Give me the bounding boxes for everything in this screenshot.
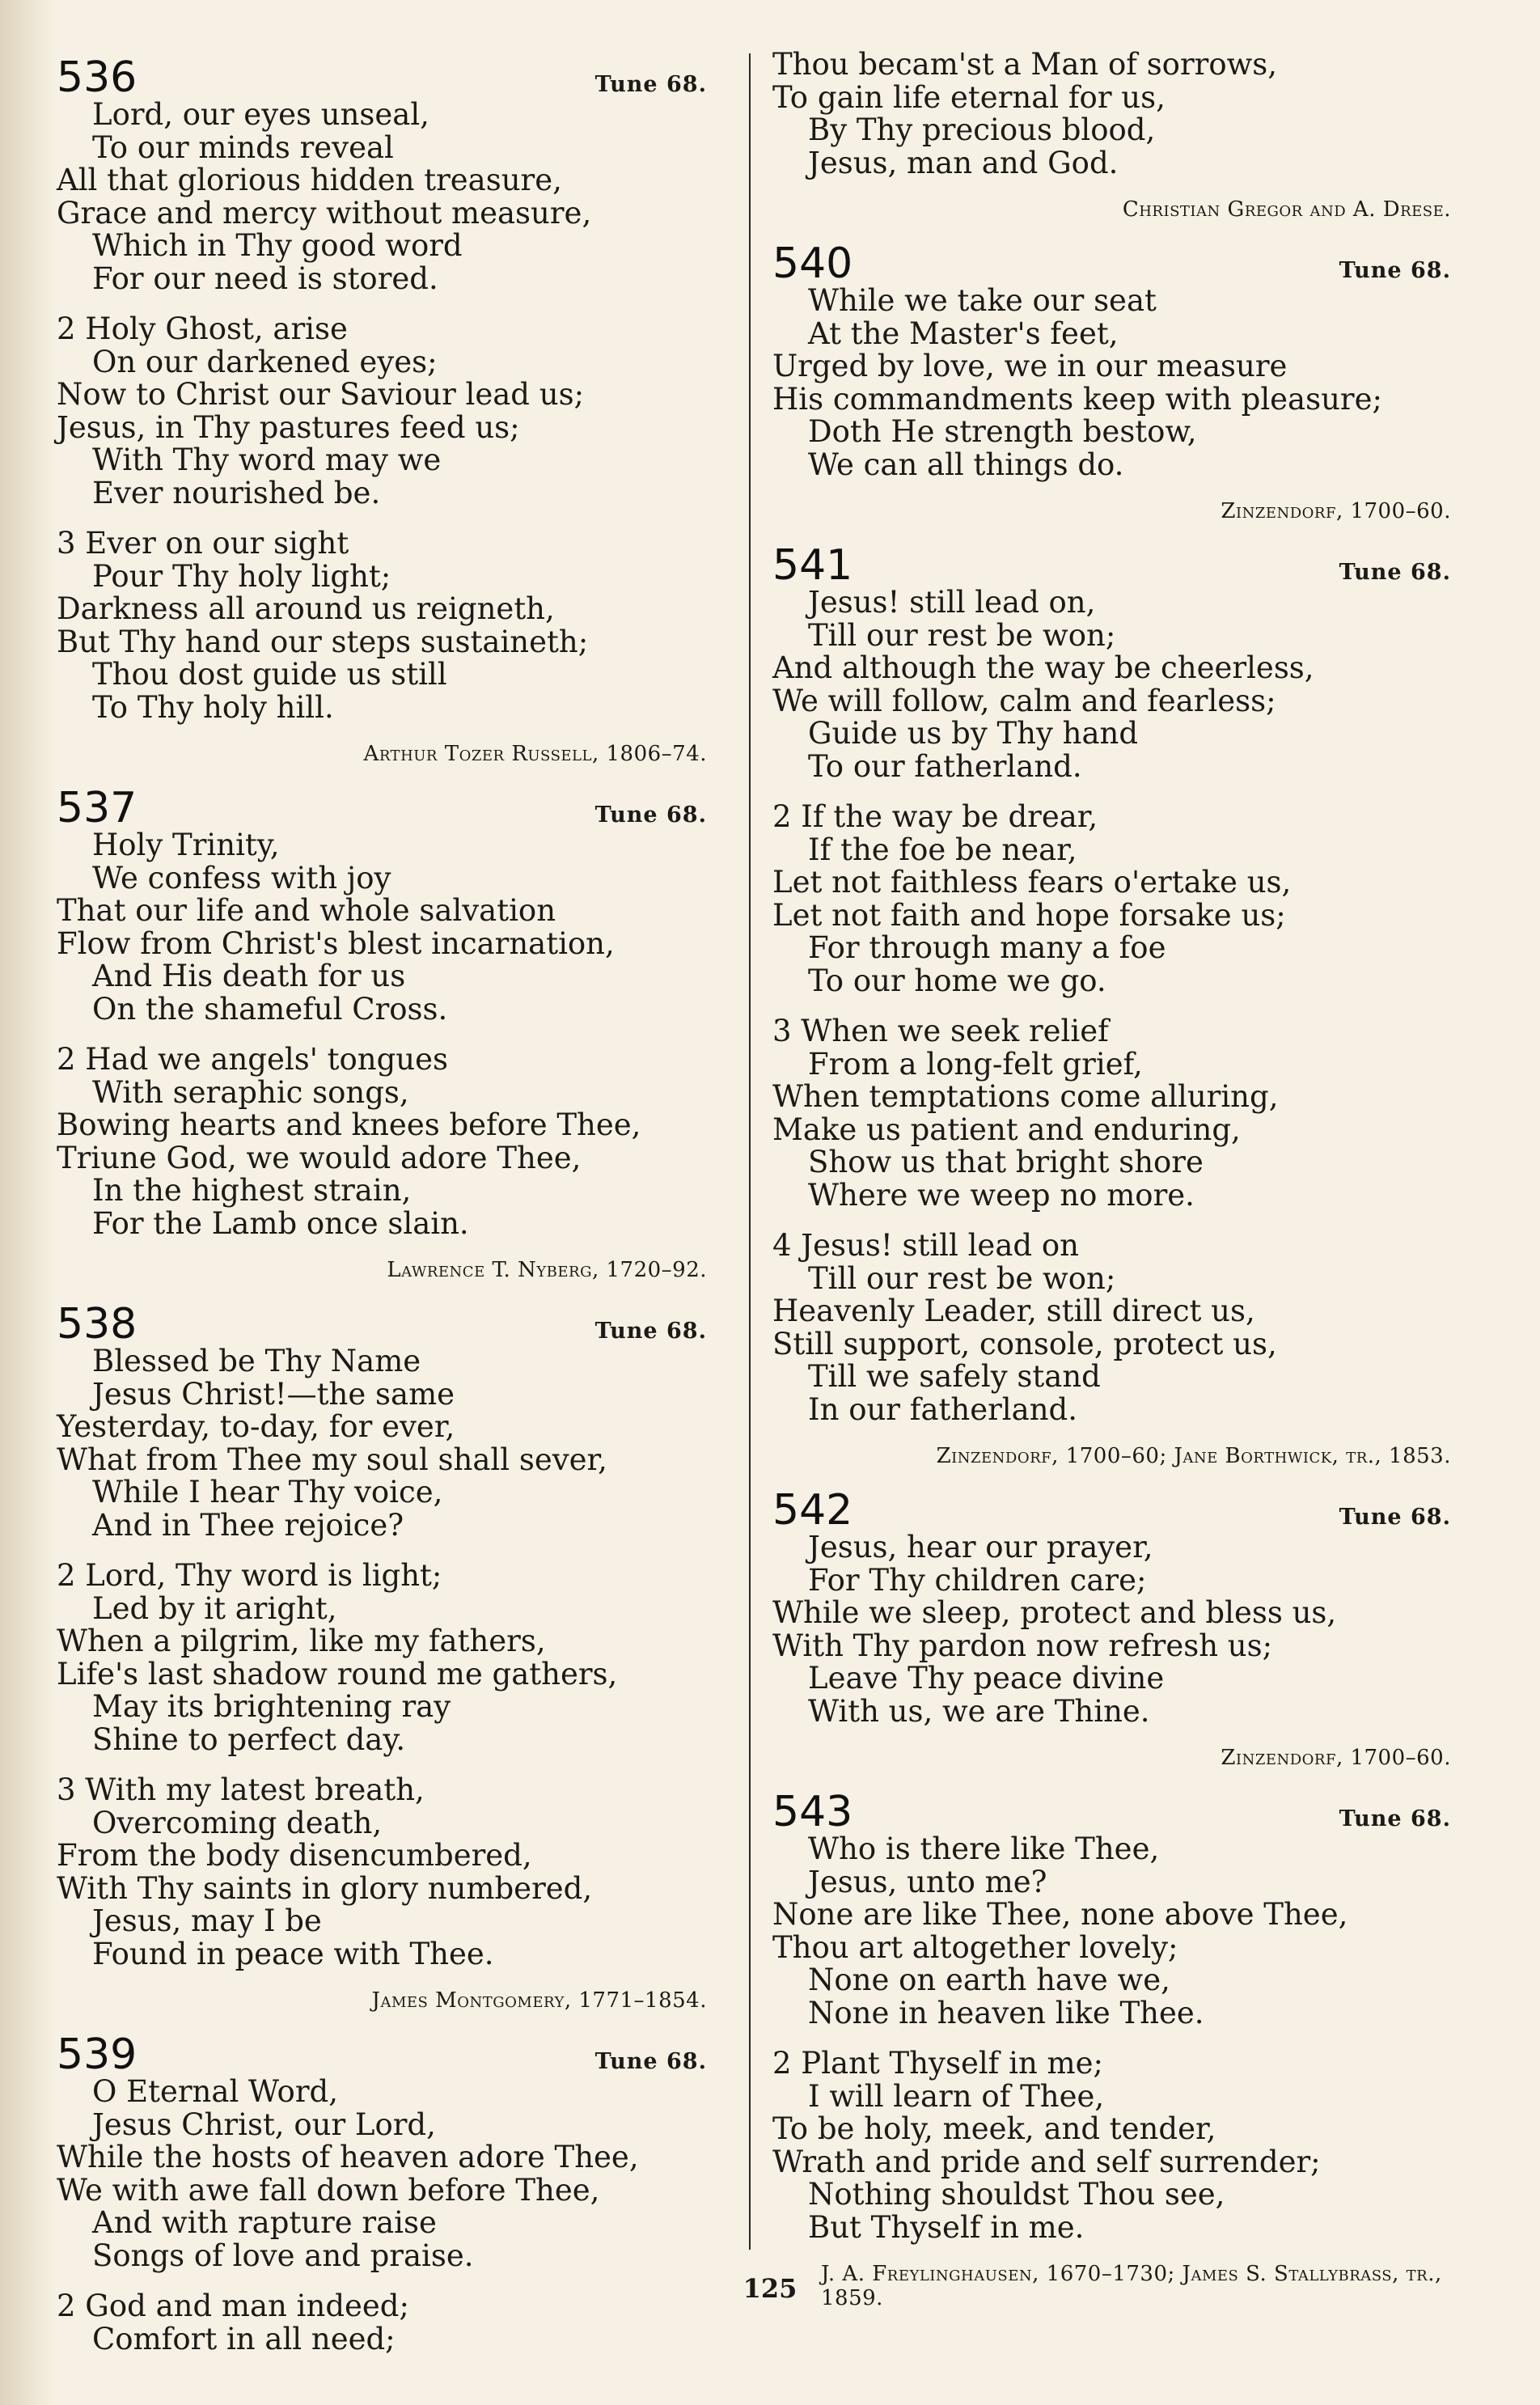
hymn-author: James Montgomery, 1771–1854. — [371, 1988, 707, 2013]
hymn-line: In our fatherland. — [808, 1391, 1077, 1427]
hymn-line: Wrath and pride and self surrender; — [772, 2144, 1321, 2179]
hymn-line: And with rapture raise — [92, 2205, 437, 2240]
hymn-line: 2 Plant Thyself in me; — [772, 2046, 1104, 2081]
hymn-line: Who is there like Thee, — [808, 1831, 1160, 1866]
stanza — [772, 49, 1464, 180]
hymn-line: While we take our seat — [808, 283, 1157, 318]
hymn-header — [772, 1783, 1464, 1836]
hymn-line: Jesus Christ, our Lord, — [92, 2106, 436, 2142]
hymn-header — [57, 1295, 720, 1349]
stanza — [57, 99, 720, 295]
hymn-line: If the foe be near, — [808, 832, 1077, 867]
stanza — [772, 2047, 1464, 2244]
hymn-line: Where we weep no more. — [808, 1177, 1195, 1213]
page-edge-shading — [0, 0, 57, 2405]
hymn-line: And although the way be cheerless, — [772, 650, 1314, 685]
tune-label: Tune 68. — [594, 802, 707, 828]
tune-label: Tune 68. — [594, 1319, 707, 1344]
hymn-line: Comfort in all need; — [92, 2321, 396, 2356]
hymn-line: Flow from Christ's blest incarnation, — [57, 925, 615, 961]
hymn-line: Thou art altogether lovely; — [772, 1929, 1178, 1965]
hymn-line: Jesus! still lead on, — [808, 585, 1096, 620]
hymn-line: For the Lamb once slain. — [92, 1205, 469, 1241]
hymn-number: 541 — [772, 541, 853, 590]
hymn-line: Urged by love, we in our measure — [772, 349, 1288, 383]
hymn-line: Till our rest be won; — [808, 617, 1116, 653]
hymn-line: 2 Holy Ghost, arise — [57, 311, 348, 346]
hymn-line: 3 When we seek relief — [772, 1014, 1109, 1048]
hymn-line: On the shameful Cross. — [92, 991, 448, 1027]
hymn-536 — [57, 49, 720, 766]
hymn-line: Thou becam'st a Man of sorrows, — [772, 47, 1278, 82]
hymn-header — [57, 49, 720, 102]
tune-label: Tune 68. — [1339, 1806, 1451, 1831]
left-column — [57, 49, 720, 2369]
hymn-line: We confess with joy — [92, 860, 391, 896]
hymn-header — [772, 1481, 1464, 1535]
hymn-line: To be holy, meek, and tender, — [772, 2111, 1216, 2146]
hymn-line: And in Thee rejoice? — [92, 1507, 404, 1543]
hymn-line: On our darkened eyes; — [92, 344, 438, 379]
hymn-line: With us, we are Thine. — [808, 1693, 1150, 1729]
hymn-line: At the Master's feet, — [808, 315, 1119, 351]
hymn-line: To our home we go. — [808, 963, 1106, 998]
hymn-line: To our minds reveal — [92, 129, 394, 165]
hymn-line: From a long-felt grief, — [808, 1046, 1143, 1082]
hymn-author: Zinzendorf, 1700–60; Jane Borthwick, tr., 1853. — [936, 1444, 1451, 1468]
hymn-line: 4 Jesus! still lead on — [772, 1228, 1079, 1263]
stanza — [57, 1345, 720, 1542]
hymn-542 — [772, 1481, 1464, 1770]
hymn-author: Zinzendorf, 1700–60. — [1221, 499, 1451, 523]
hymn-540 — [772, 235, 1464, 523]
hymn-line: 2 Lord, Thy word is light; — [57, 1558, 442, 1593]
hymn-line: Yesterday, to-day, for ever, — [57, 1409, 455, 1444]
stanza — [57, 1774, 720, 1971]
hymn-line: All that glorious hidden treasure, — [57, 163, 562, 197]
hymn-line: Ever nourished be. — [92, 475, 381, 510]
hymn-line: Let not faithless fears o'ertake us, — [772, 865, 1292, 900]
stanza — [57, 1044, 720, 1240]
hymn-line: To Thy holy hill. — [92, 689, 334, 725]
hymn-line: None are like Thee, none above Thee, — [772, 1897, 1348, 1932]
hymn-line: While we sleep, protect and bless us, — [772, 1595, 1337, 1630]
hymn-line: Doth He strength bestow, — [808, 414, 1197, 449]
stanza — [772, 801, 1464, 997]
hymn-number: 540 — [772, 239, 853, 288]
hymn-number: 539 — [57, 2030, 138, 2079]
hymn-539-continuation — [772, 49, 1464, 222]
hymn-line: But Thy hand our steps sustaineth; — [57, 624, 589, 659]
hymn-line: Triune God, we would adore Thee, — [57, 1140, 582, 1175]
hymn-line: Jesus Christ!—the same — [92, 1376, 455, 1412]
hymn-author: Arthur Tozer Russell, 1806–74. — [363, 742, 707, 766]
hymn-line: Life's last shadow round me gathers, — [57, 1656, 618, 1692]
stanza — [57, 2076, 720, 2272]
stanza — [772, 1531, 1464, 1728]
stanza — [772, 1015, 1464, 1212]
stanza — [57, 313, 720, 510]
hymn-author: J. A. Freylinghausen, 1670–1730; James S. Stallybrass, tr., 1859. — [821, 2262, 1442, 2310]
hymn-header — [772, 536, 1464, 590]
hymn-line: We with awe fall down before Thee, — [57, 2172, 600, 2208]
hymn-number: 538 — [57, 1300, 138, 1349]
stanza — [57, 1560, 720, 1756]
hymn-header — [57, 2026, 720, 2079]
stanza — [57, 527, 720, 724]
page-number: 125 — [742, 2273, 798, 2304]
hymn-line: Till we safely stand — [808, 1359, 1101, 1394]
hymn-line: With seraphic songs, — [92, 1074, 409, 1110]
hymn-line: Shine to perfect day. — [92, 1721, 406, 1757]
hymn-line: Jesus, unto me? — [808, 1864, 1047, 1899]
hymn-author: Christian Gregor and A. Drese. — [1122, 197, 1451, 222]
hymn-line: From the body disencumbered, — [57, 1838, 532, 1873]
hymn-line: Now to Christ our Saviour lead us; — [57, 377, 585, 412]
hymn-line: Jesus, hear our prayer, — [808, 1530, 1153, 1565]
hymn-543 — [772, 1783, 1464, 2310]
hymn-line: Jesus, man and God. — [808, 145, 1119, 180]
hymn-line: Lord, our eyes unseal, — [92, 97, 429, 132]
hymn-line: 3 With my latest breath, — [57, 1772, 425, 1807]
hymn-line: To gain life eternal for us, — [772, 79, 1166, 115]
hymn-line: While I hear Thy voice, — [92, 1475, 443, 1509]
hymn-line: Jesus, may I be — [92, 1903, 322, 1938]
hymn-line: In the highest strain, — [92, 1173, 412, 1208]
hymn-line: Still support, console, protect us, — [772, 1326, 1277, 1361]
hymn-line: Thou dost guide us still — [92, 657, 447, 692]
hymn-line: Blessed be Thy Name — [92, 1344, 421, 1378]
hymn-538 — [57, 1295, 720, 2013]
hymn-line: Leave Thy peace divine — [808, 1661, 1165, 1696]
hymn-author: Zinzendorf, 1700–60. — [1221, 1746, 1451, 1770]
hymn-line: Pour Thy holy light; — [92, 558, 391, 594]
hymn-line: His commandments keep with pleasure; — [772, 381, 1382, 417]
hymn-line: Led by it aright, — [92, 1590, 337, 1626]
hymn-539 — [57, 2026, 720, 2356]
hymn-header — [57, 779, 720, 832]
hymn-line: Guide us by Thy hand — [808, 716, 1139, 751]
stanza — [57, 829, 720, 1026]
hymn-author: Lawrence T. Nyberg, 1720–92. — [387, 1258, 707, 1282]
hymn-line: And His death for us — [92, 959, 406, 993]
hymn-line: Make us patient and enduring, — [772, 1111, 1241, 1147]
hymn-line: What from Thee my soul shall sever, — [57, 1442, 607, 1477]
hymn-line: For through many a foe — [808, 930, 1166, 965]
hymn-line: With Thy pardon now refresh us; — [772, 1628, 1273, 1663]
column-divider — [749, 53, 751, 2250]
hymn-537 — [57, 779, 720, 1282]
hymn-line: We can all things do. — [808, 447, 1124, 482]
hymn-number: 542 — [772, 1486, 853, 1535]
hymn-header — [772, 235, 1464, 288]
hymn-line: But Thyself in me. — [808, 2209, 1085, 2245]
tune-label: Tune 68. — [594, 72, 707, 97]
hymn-line: Which in Thy good word — [92, 228, 463, 263]
hymn-line: Till our rest be won; — [808, 1260, 1116, 1296]
hymn-line: Show us that bright shore — [808, 1145, 1204, 1179]
hymn-line: None in heaven like Thee. — [808, 1995, 1204, 2030]
hymn-line: Let not faith and hope forsake us; — [772, 897, 1286, 933]
tune-label: Tune 68. — [1339, 258, 1451, 283]
right-column — [772, 49, 1464, 2323]
hymn-line: Grace and mercy without measure, — [57, 195, 592, 231]
hymn-line: When temptations come alluring, — [772, 1079, 1279, 1114]
hymn-line: By Thy precious blood, — [808, 112, 1156, 147]
tune-label: Tune 68. — [1339, 1505, 1451, 1530]
hymn-line: When a pilgrim, like my fathers, — [57, 1624, 546, 1658]
hymn-541 — [772, 536, 1464, 1468]
hymn-line: 2 If the way be drear, — [772, 799, 1098, 834]
hymn-line: Found in peace with Thee. — [92, 1936, 494, 1971]
hymn-line: With Thy saints in glory numbered, — [57, 1870, 593, 1906]
hymn-line: O Eternal Word, — [92, 2074, 338, 2109]
hymn-line: That our life and whole salvation — [57, 893, 556, 928]
stanza — [772, 586, 1464, 783]
stanza — [772, 285, 1464, 481]
hymn-number: 543 — [772, 1788, 853, 1836]
hymn-line: Holy Trinity, — [92, 828, 280, 862]
hymn-line: Nothing shouldst Thou see, — [808, 2177, 1225, 2212]
hymn-line: For Thy children care; — [808, 1562, 1147, 1598]
hymn-line: While the hosts of heaven adore Thee, — [57, 2140, 639, 2174]
hymn-line: 2 Had we angels' tongues — [57, 1042, 448, 1077]
hymn-line: To our fatherland. — [808, 748, 1082, 784]
hymn-line: With Thy word may we — [92, 442, 442, 477]
hymn-number: 536 — [57, 53, 138, 102]
hymn-line: For our need is stored. — [92, 260, 438, 296]
hymn-line: I will learn of Thee, — [808, 2078, 1105, 2114]
tune-label: Tune 68. — [1339, 560, 1451, 585]
hymn-number: 537 — [57, 784, 138, 832]
hymn-line: None on earth have we, — [808, 1963, 1170, 1997]
stanza — [772, 1230, 1464, 1426]
hymn-line: Songs of love and praise. — [92, 2238, 474, 2273]
hymn-line: Jesus, in Thy pastures feed us; — [57, 409, 520, 445]
hymn-line: May its brightening ray — [92, 1689, 451, 1724]
hymn-line: Overcoming death, — [92, 1805, 383, 1840]
hymn-line: 2 God and man indeed; — [57, 2289, 409, 2323]
hymn-line: Bowing hearts and knees before Thee, — [57, 1107, 641, 1142]
hymn-line: We will follow, calm and fearless; — [772, 683, 1276, 718]
hymn-line: 3 Ever on our sight — [57, 526, 349, 561]
hymn-line: Heavenly Leader, still direct us, — [772, 1294, 1255, 1328]
tune-label: Tune 68. — [594, 2049, 707, 2074]
hymn-line: Darkness all around us reigneth, — [57, 591, 555, 626]
stanza — [772, 1833, 1464, 2030]
